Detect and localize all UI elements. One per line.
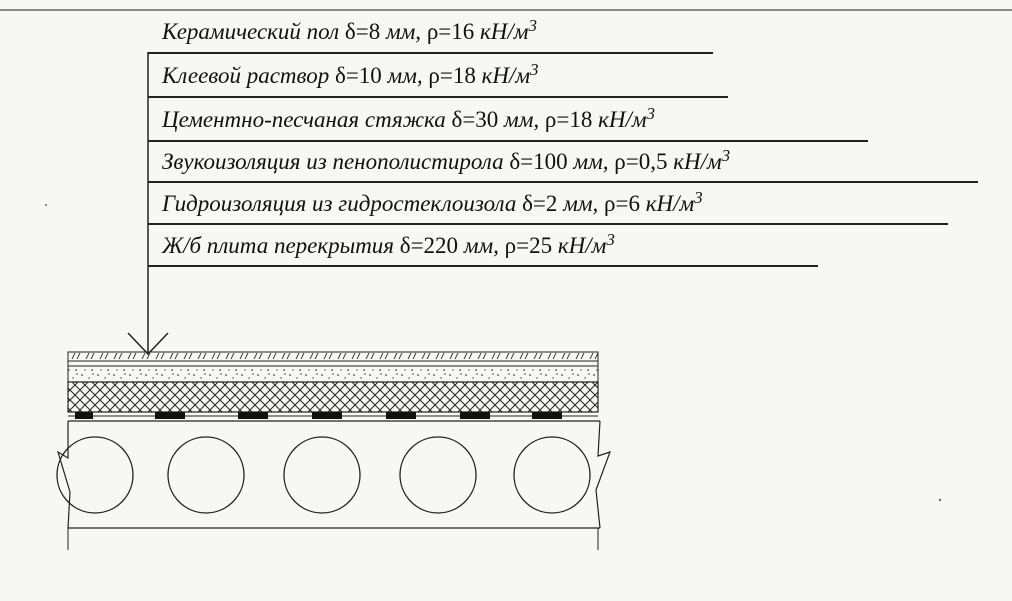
hollow-core [57, 437, 133, 513]
layer-label-ceramic-floor: Керамический пол δ=8 мм, ρ=16 $кН/м^3$ [162, 16, 537, 44]
break-line-left [58, 421, 70, 528]
layer-label-adhesive: Клеевой раствор δ=10 мм, ρ=18 $кН/м^3$ [162, 60, 539, 88]
layer-label-rc-slab: Ж/б плита перекрытия δ=220 мм, ρ=25 $кН/м^3$ [162, 230, 615, 258]
layer-insulation [68, 382, 598, 412]
layer-waterproofing [68, 412, 598, 419]
hollow-core [514, 437, 590, 513]
layer-rc-slab [57, 421, 610, 550]
layer-screed [68, 366, 598, 382]
hollow-core [400, 437, 476, 513]
layer-label-waterproofing: Гидроизоляция из гидростеклоизола δ=2 мм, ρ=6 $кН/м^3$ [162, 188, 703, 216]
hollow-core [284, 437, 360, 513]
layer-label-sound-insulation: Звукоизоляция из пенополистирола δ=100 мм, ρ=0,5 $кН/м^3$ [162, 146, 731, 174]
break-line-right [596, 421, 610, 528]
layer-adhesive [68, 361, 598, 366]
hollow-core [168, 437, 244, 513]
layer-label-screed: Цементно-песчаная стяжка δ=30 мм, ρ=18 $кН/м^3$ [162, 104, 656, 132]
layer-ceramic [68, 352, 598, 361]
